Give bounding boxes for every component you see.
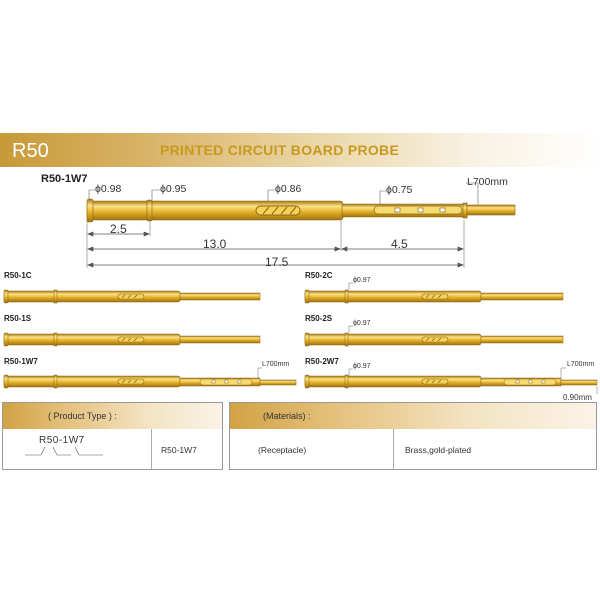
probe-r50-2c [305, 283, 563, 303]
page-title: PRINTED CIRCUIT BOARD PROBE [160, 142, 400, 158]
diameter-label: ϕ0.97 [353, 320, 371, 327]
probe-r50-1c [4, 290, 260, 303]
variant-name: R50-1W7 [4, 357, 38, 366]
materials-label: (Receptacle) [258, 445, 307, 455]
variant-name: R50-2S [305, 314, 333, 323]
variant-name: R50-2C [305, 271, 333, 280]
materials-header: (Materials) : [263, 411, 311, 421]
variant-name: R50-2W7 [305, 357, 339, 366]
product-type-table [2, 402, 223, 470]
table-divider [151, 429, 152, 469]
diameter-label: ϕ0.95 [160, 183, 187, 195]
probe-r50-2w7 [305, 368, 597, 394]
probe-r50-1s [4, 333, 260, 346]
length-label: L700mm [467, 176, 508, 188]
diameter-label: ϕ0.86 [275, 183, 302, 195]
dimension-label: 13.0 [203, 237, 227, 251]
dimension-label: 2.5 [110, 222, 127, 236]
variant-name: R50-1C [4, 271, 32, 280]
product-code: R50-1W7 [39, 435, 85, 446]
length-label: L700mm [567, 361, 595, 368]
probe-r50-1w7 [4, 368, 296, 388]
series-code: R50 [12, 140, 49, 162]
diameter-label: ϕ0.75 [386, 184, 413, 196]
product-type-header: ( Product Type ) : [48, 411, 117, 421]
tip-diameter-label: 0.90mm [563, 393, 592, 402]
product-code-annotation [23, 445, 113, 459]
materials-value: Brass,gold-plated [405, 445, 472, 455]
probe-r50-2s [305, 326, 563, 346]
product-type-value: R50-1W7 [161, 445, 197, 455]
variant-name: R50-1S [4, 314, 32, 323]
diameter-label: ϕ0.98 [95, 183, 122, 195]
length-label: L700mm [262, 361, 290, 368]
table-divider [393, 429, 394, 469]
diameter-label: ϕ0.97 [353, 277, 371, 284]
materials-table [229, 402, 597, 470]
dimension-label: 4.5 [391, 237, 408, 251]
main-probe-name: R50-1W7 [41, 173, 88, 185]
diameter-label: ϕ0.97 [353, 363, 371, 370]
dimension-label: 17.5 [265, 255, 289, 269]
